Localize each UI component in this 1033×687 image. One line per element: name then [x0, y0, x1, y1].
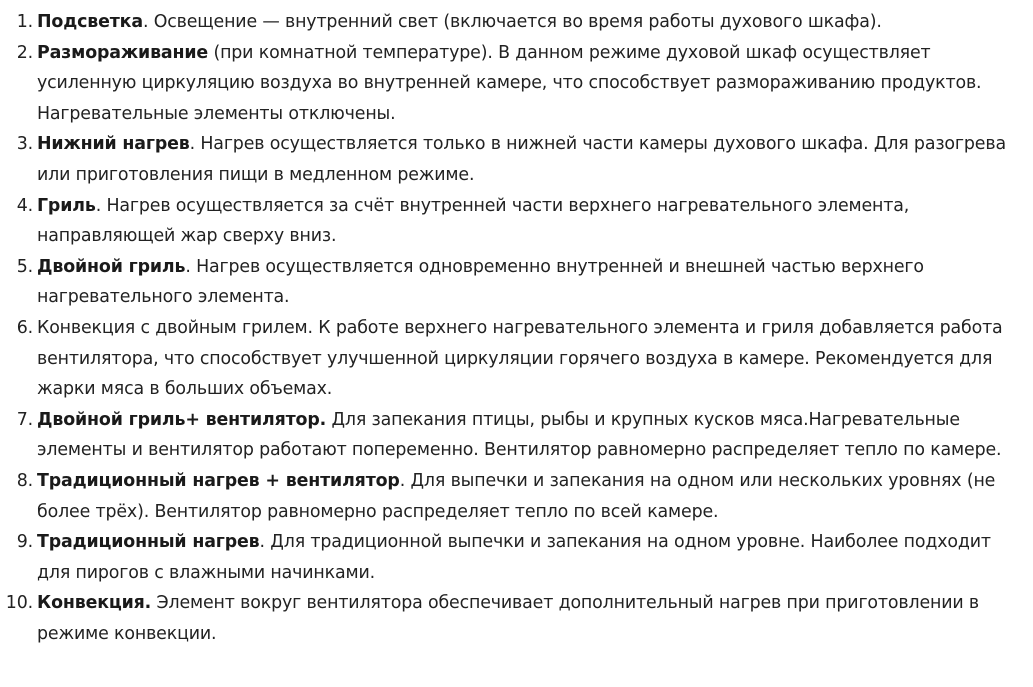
item-number: 5.	[16, 256, 33, 277]
item-text: Для запекания птицы, рыбы и крупных кусков мяса.Нагревательные элементы и вентилятор работают попеременно. Вентилятор равномерно распределяет тепло по камере.	[37, 409, 1002, 461]
item-text: . Для выпечки и запекания на одном или нескольких уровнях (не более трёх). Вентилятор равномерно распределяет тепло по всей камере.	[37, 470, 996, 522]
item-title: Традиционный нагрев	[37, 532, 260, 553]
item-number: 9.	[16, 532, 33, 553]
item-title: Двойной гриль+ вентилятор.	[37, 409, 327, 430]
item-title: Гриль	[37, 195, 96, 216]
item-number: 6.	[16, 317, 33, 338]
item-text: . Для традиционной выпечки и запекания на одном уровне. Наиболее подходит для пирогов с влажными начинками.	[37, 532, 991, 583]
item-text: Конвекция с двойным грилем. К работе верхнего нагревательного элемента и гриля добавляется работа вентилятора, что способствует улучшенной циркуляции горячего воздуха в камере. Рекомендуется для жарки мяса в больших объемах.	[37, 317, 1003, 400]
item-number: 7.	[16, 409, 33, 430]
item-number: 10.	[5, 593, 33, 614]
list-item	[0, 191, 1033, 252]
item-number: 1.	[16, 12, 33, 32]
list-item	[0, 7, 1033, 38]
item-number: 3.	[16, 134, 33, 155]
item-text: . Освещение — внутренний свет (включается во время работы духового шкафа).	[142, 12, 882, 32]
item-title: Размораживание	[37, 42, 209, 63]
list-item	[0, 252, 1033, 313]
list-item	[0, 129, 1033, 190]
list-item	[0, 466, 1033, 527]
item-text: . Нагрев осуществляется за счёт внутренней части верхнего нагревательного элемента, направляющей жар сверху вниз.	[37, 195, 910, 247]
item-text: Элемент вокруг вентилятора обеспечивает дополнительный нагрев при приготовлении в режиме конвекции.	[37, 593, 980, 644]
item-title: Традиционный нагрев + вентилятор	[37, 470, 400, 491]
item-text: . Нагрев осуществляется одновременно внутренней и внешней частью верхнего нагревательного элемента.	[37, 256, 924, 308]
list-item	[0, 405, 1033, 466]
list-item	[0, 527, 1033, 588]
item-text: (при комнатной температуре). В данном режиме духовой шкаф осуществляет усиленную циркуляцию воздуха во внутренней камере, что способствует размораживанию продуктов. Нагревательные элементы отключены.	[37, 42, 982, 124]
list-item	[0, 313, 1033, 405]
list-item	[0, 38, 1033, 130]
item-text: . Нагрев осуществляется только в нижней части камеры духового шкафа. Для разогрева или приготовления пищи в медленном режиме.	[37, 134, 1006, 185]
list-item	[0, 588, 1033, 649]
item-number: 8.	[16, 470, 33, 491]
item-number: 2.	[16, 42, 33, 63]
item-number: 4.	[16, 195, 33, 216]
item-title: Двойной гриль	[37, 256, 186, 277]
item-title: Нижний нагрев	[37, 134, 190, 155]
item-title: Конвекция.	[37, 593, 152, 614]
oven-modes-list	[0, 7, 1033, 649]
item-title: Подсветка	[37, 12, 143, 32]
